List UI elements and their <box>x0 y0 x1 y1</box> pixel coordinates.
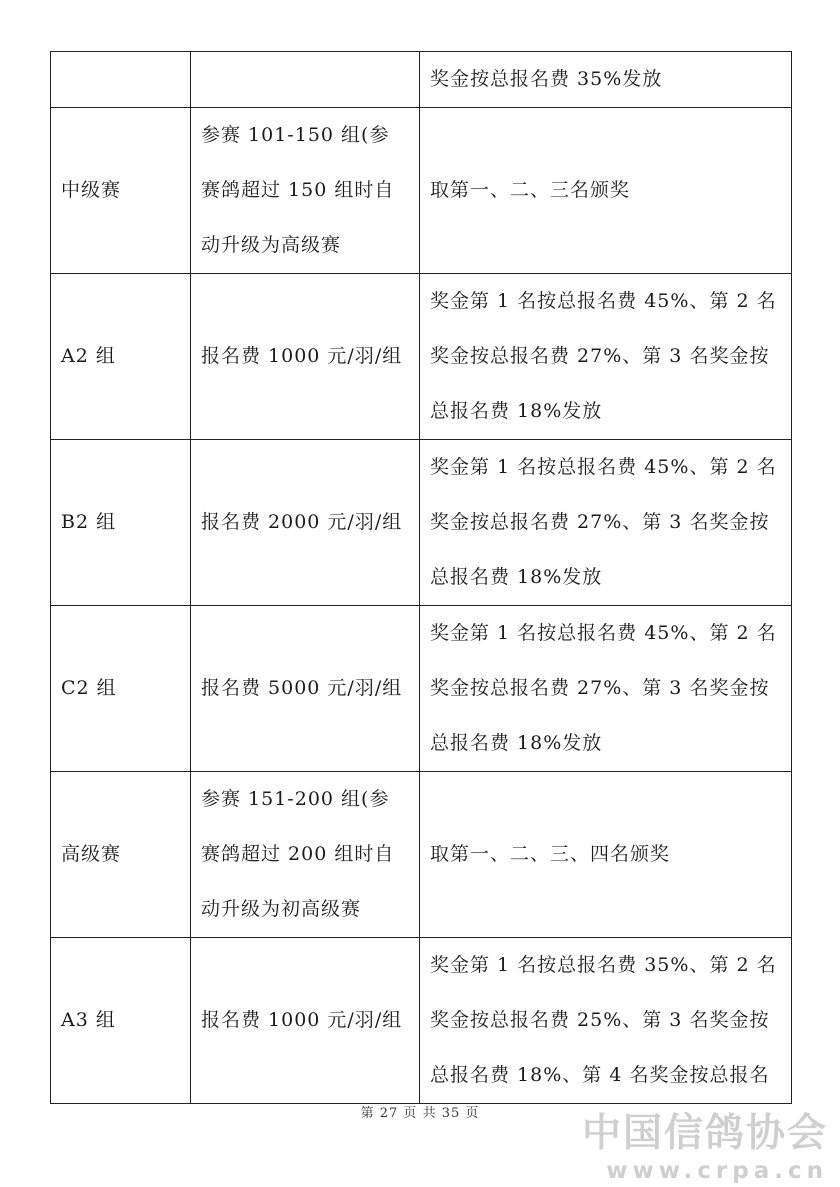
table-cell-award: 奖金按总报名费 35%发放 <box>420 52 792 108</box>
table-cell-category: B2 组 <box>51 440 191 606</box>
table-row <box>51 772 792 938</box>
table-cell-award: 取第一、二、三名颁奖 <box>420 108 792 274</box>
table-cell-category: A3 组 <box>51 938 191 1104</box>
table-cell-award: 奖金第 1 名按总报名费 45%、第 2 名奖金按总报名费 27%、第 3 名奖金按总报名费 18%发放 <box>420 606 792 772</box>
table-row <box>51 52 792 108</box>
table-cell-condition: 报名费 1000 元/羽/组 <box>191 274 420 440</box>
table-cell-award: 奖金第 1 名按总报名费 45%、第 2 名奖金按总报名费 27%、第 3 名奖金按总报名费 18%发放 <box>420 440 792 606</box>
table-cell-condition: 报名费 2000 元/羽/组 <box>191 440 420 606</box>
watermark-url: www.crpa.cn <box>606 1158 828 1184</box>
table-cell-condition: 报名费 5000 元/羽/组 <box>191 606 420 772</box>
table-cell-category <box>51 52 191 108</box>
table-cell-award: 奖金第 1 名按总报名费 35%、第 2 名奖金按总报名费 25%、第 3 名奖金按总报名费 18%、第 4 名奖金按总报名 <box>420 938 792 1104</box>
table-row <box>51 938 792 1104</box>
table-cell-category: A2 组 <box>51 274 191 440</box>
table-cell-condition <box>191 52 420 108</box>
table-cell-category: C2 组 <box>51 606 191 772</box>
table-cell-category: 中级赛 <box>51 108 191 274</box>
table-row <box>51 274 792 440</box>
table-cell-award: 取第一、二、三、四名颁奖 <box>420 772 792 938</box>
watermark <box>582 1112 828 1186</box>
table-cell-condition: 参赛 101-150 组(参赛鸽超过 150 组时自动升级为高级赛 <box>191 108 420 274</box>
rules-table <box>50 51 792 1104</box>
table-row <box>51 108 792 274</box>
table-cell-award: 奖金第 1 名按总报名费 45%、第 2 名奖金按总报名费 27%、第 3 名奖金按总报名费 18%发放 <box>420 274 792 440</box>
table-cell-condition: 参赛 151-200 组(参赛鸽超过 200 组时自动升级为初高级赛 <box>191 772 420 938</box>
table-row <box>51 606 792 772</box>
table-row <box>51 440 792 606</box>
page-footer: 第 27 页 共 35 页 <box>360 1106 480 1121</box>
watermark-name: 中国信鸽协会 <box>581 1111 828 1156</box>
table-cell-category: 高级赛 <box>51 772 191 938</box>
table-cell-condition: 报名费 1000 元/羽/组 <box>191 938 420 1104</box>
